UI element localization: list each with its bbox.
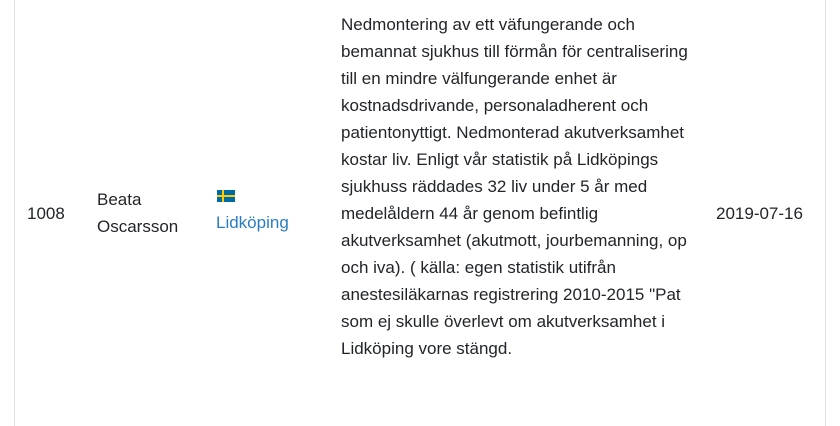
row-id: 1008	[27, 203, 65, 223]
comment-cell	[328, 0, 704, 426]
comment-text: Nedmontering av ett väfungerande och bemannat sjukhus till förmån för centralisering till en mindre välfungerande enhet är kostnadsdrivande, personaladherent och patientonyttigt. Nedmonterad akutverksamhet kostar liv. Enligt vår statistik på Lidköpings sjukhuss räddades 32 liv under 5 år med medelåldern 44 år genom befintlig akutverksamhet (akutmott, jourbemanning, op och iva). ( källa: egen statistik utifrån anestesiläkarnas registrering 2010-2015 "Pat som ej skulle överlevt om akutverksamhet i Lidköping vore stängd.	[341, 15, 688, 358]
sweden-flag-icon	[217, 190, 235, 202]
id-cell	[15, 0, 85, 426]
signer-name: Beata Oscarsson	[97, 190, 179, 236]
signatures-table	[14, 0, 826, 426]
signed-date: 2019-07-16	[716, 203, 803, 223]
date-cell	[704, 0, 827, 426]
city-cell	[204, 0, 328, 426]
table-row	[15, 0, 825, 426]
city-wrap	[216, 190, 289, 236]
name-cell	[85, 0, 204, 426]
city-link[interactable]: Lidköping	[216, 213, 289, 232]
